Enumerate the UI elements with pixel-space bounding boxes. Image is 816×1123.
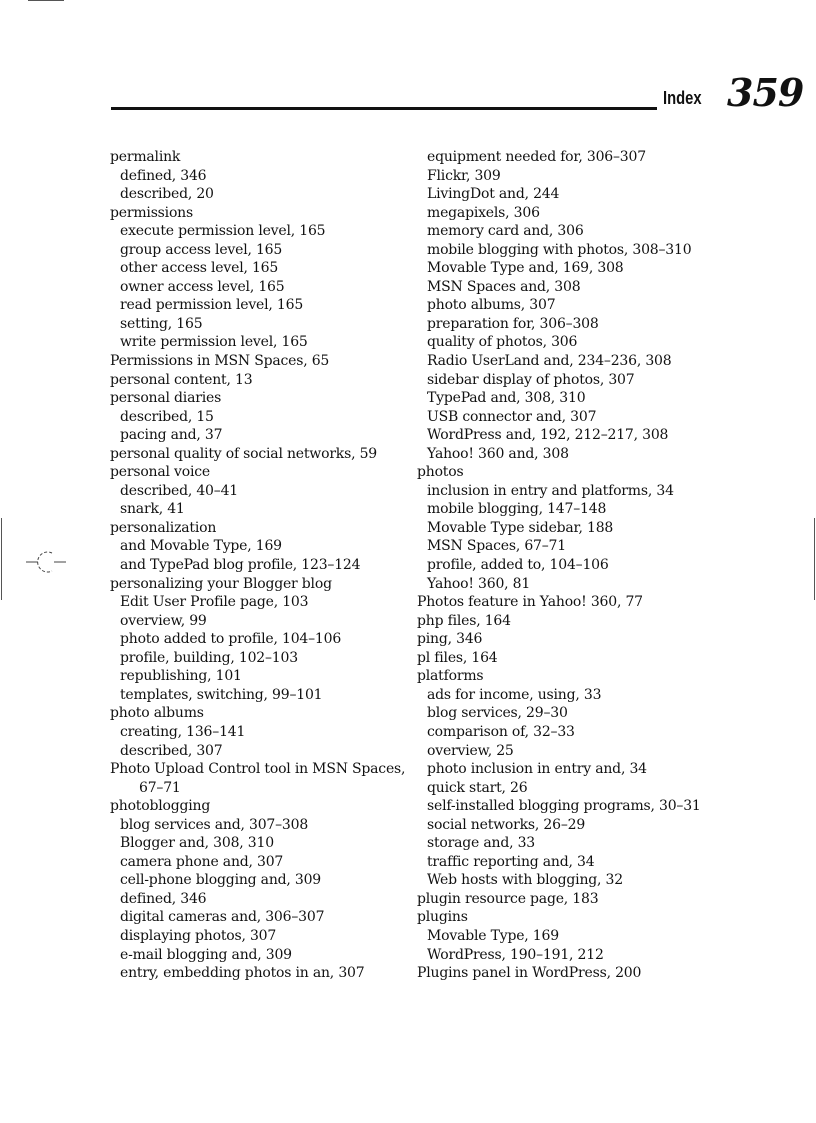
index-subentry: pacing and, 37 bbox=[120, 427, 223, 444]
section-label: Index bbox=[663, 88, 702, 108]
index-subentry: LivingDot and, 244 bbox=[427, 186, 560, 203]
index-column-right bbox=[417, 148, 717, 983]
index-subentry: Yahoo! 360 and, 308 bbox=[427, 445, 569, 462]
index-entry: personalizing your Blogger blog bbox=[110, 575, 332, 592]
index-subentry: photo albums, 307 bbox=[427, 297, 556, 314]
index-subentry: MSN Spaces, 67–71 bbox=[427, 538, 566, 555]
index-subentry: Web hosts with blogging, 32 bbox=[427, 872, 623, 889]
index-entry: pl files, 164 bbox=[417, 649, 498, 666]
index-entry: Photo Upload Control tool in MSN Spaces, bbox=[110, 761, 406, 778]
index-subentry: Movable Type sidebar, 188 bbox=[427, 519, 614, 536]
index-subentry: group access level, 165 bbox=[120, 241, 283, 258]
index-subentry: profile, added to, 104–106 bbox=[427, 557, 609, 574]
index-subentry: traffic reporting and, 34 bbox=[427, 853, 595, 870]
index-subentry: described, 20 bbox=[120, 186, 214, 203]
index-subentry: ads for income, using, 33 bbox=[427, 686, 602, 703]
index-subentry: photo added to profile, 104–106 bbox=[120, 631, 342, 648]
index-entry: php files, 164 bbox=[417, 612, 511, 629]
index-subentry: storage and, 33 bbox=[427, 835, 536, 852]
index-entry: personal content, 13 bbox=[110, 371, 253, 388]
index-subentry: overview, 25 bbox=[427, 742, 514, 759]
index-subentry: blog services and, 307–308 bbox=[120, 816, 309, 833]
index-entry: Plugins panel in WordPress, 200 bbox=[417, 965, 642, 982]
index-subentry: MSN Spaces and, 308 bbox=[427, 278, 581, 295]
index-subentry: mobile blogging with photos, 308–310 bbox=[427, 241, 692, 258]
index-subentry: and Movable Type, 169 bbox=[120, 538, 282, 555]
registration-mark-icon bbox=[24, 546, 68, 576]
index-subentry: memory card and, 306 bbox=[427, 223, 584, 240]
header-rule bbox=[111, 107, 657, 110]
index-subentry: described, 15 bbox=[120, 408, 214, 425]
index-subentry: digital cameras and, 306–307 bbox=[120, 909, 325, 926]
page-number: 359 bbox=[727, 70, 804, 115]
index-subentry: other access level, 165 bbox=[120, 260, 279, 277]
index-subentry: sidebar display of photos, 307 bbox=[427, 371, 635, 388]
index-subentry: preparation for, 306–308 bbox=[427, 315, 599, 332]
index-subentry: equipment needed for, 306–307 bbox=[427, 149, 646, 165]
index-entry: personalization bbox=[110, 519, 217, 536]
index-subentry: execute permission level, 165 bbox=[120, 223, 326, 240]
crop-mark-top bbox=[28, 0, 64, 1]
index-subentry: overview, 99 bbox=[120, 612, 207, 629]
index-subentry: profile, building, 102–103 bbox=[120, 649, 298, 666]
index-subentry: described, 307 bbox=[120, 742, 223, 759]
index-subentry: WordPress and, 192, 212–217, 308 bbox=[427, 427, 669, 444]
index-subentry: 67–71 bbox=[139, 779, 181, 796]
index-subentry: inclusion in entry and platforms, 34 bbox=[427, 482, 674, 499]
index-subentry: defined, 346 bbox=[120, 167, 207, 184]
index-entry: ping, 346 bbox=[417, 631, 483, 648]
index-subentry: self-installed blogging programs, 30–31 bbox=[427, 798, 701, 815]
index-subentry: social networks, 26–29 bbox=[427, 816, 586, 833]
index-subentry: blog services, 29–30 bbox=[427, 705, 568, 722]
index-subentry: cell-phone blogging and, 309 bbox=[120, 872, 322, 889]
index-column-left bbox=[110, 148, 410, 983]
index-subentry: Movable Type and, 169, 308 bbox=[427, 260, 624, 277]
index-subentry: setting, 165 bbox=[120, 315, 203, 332]
index-subentry: defined, 346 bbox=[120, 890, 207, 907]
index-subentry: Movable Type, 169 bbox=[427, 927, 559, 944]
index-subentry: quality of photos, 306 bbox=[427, 334, 578, 351]
index-subentry: quick start, 26 bbox=[427, 779, 528, 796]
index-entry: permalink bbox=[110, 149, 181, 165]
index-entry: platforms bbox=[417, 668, 484, 685]
index-subentry: republishing, 101 bbox=[120, 668, 242, 685]
index-subentry: and TypePad blog profile, 123–124 bbox=[120, 557, 361, 574]
index-subentry: TypePad and, 308, 310 bbox=[427, 390, 586, 407]
index-entry: Photos feature in Yahoo! 360, 77 bbox=[417, 594, 643, 611]
index-subentry: Yahoo! 360, 81 bbox=[427, 575, 531, 592]
index-entry: personal voice bbox=[110, 464, 210, 481]
index-entry: Permissions in MSN Spaces, 65 bbox=[110, 353, 330, 370]
index-subentry: Edit User Profile page, 103 bbox=[120, 594, 309, 611]
crop-mark-left bbox=[1, 518, 2, 600]
index-subentry: displaying photos, 307 bbox=[120, 927, 277, 944]
index-entry: photo albums bbox=[110, 705, 204, 722]
index-entry: personal diaries bbox=[110, 390, 222, 407]
index-subentry: Radio UserLand and, 234–236, 308 bbox=[427, 353, 672, 370]
index-entry: photoblogging bbox=[110, 798, 211, 815]
index-subentry: camera phone and, 307 bbox=[120, 853, 284, 870]
index-subentry: owner access level, 165 bbox=[120, 278, 285, 295]
index-subentry: Flickr, 309 bbox=[427, 167, 501, 184]
index-subentry: comparison of, 32–33 bbox=[427, 723, 575, 740]
index-subentry: templates, switching, 99–101 bbox=[120, 686, 323, 703]
index-entry: plugins bbox=[417, 909, 468, 926]
index-subentry: described, 40–41 bbox=[120, 482, 238, 499]
index-entry: personal quality of social networks, 59 bbox=[110, 445, 377, 462]
index-entry: plugin resource page, 183 bbox=[417, 890, 599, 907]
index-subentry: Blogger and, 308, 310 bbox=[120, 835, 274, 852]
index-subentry: mobile blogging, 147–148 bbox=[427, 501, 607, 518]
index-subentry: write permission level, 165 bbox=[120, 334, 308, 351]
index-subentry: entry, embedding photos in an, 307 bbox=[120, 965, 365, 982]
index-subentry: e-mail blogging and, 309 bbox=[120, 946, 292, 963]
index-subentry: USB connector and, 307 bbox=[427, 408, 597, 425]
index-subentry: creating, 136–141 bbox=[120, 723, 246, 740]
crop-mark-right bbox=[814, 518, 815, 600]
index-subentry: read permission level, 165 bbox=[120, 297, 304, 314]
index-subentry: megapixels, 306 bbox=[427, 204, 540, 221]
index-subentry: snark, 41 bbox=[120, 501, 185, 518]
index-entry: photos bbox=[417, 464, 464, 481]
index-subentry: photo inclusion in entry and, 34 bbox=[427, 761, 647, 778]
index-subentry: WordPress, 190–191, 212 bbox=[427, 946, 604, 963]
index-entry: permissions bbox=[110, 204, 193, 221]
